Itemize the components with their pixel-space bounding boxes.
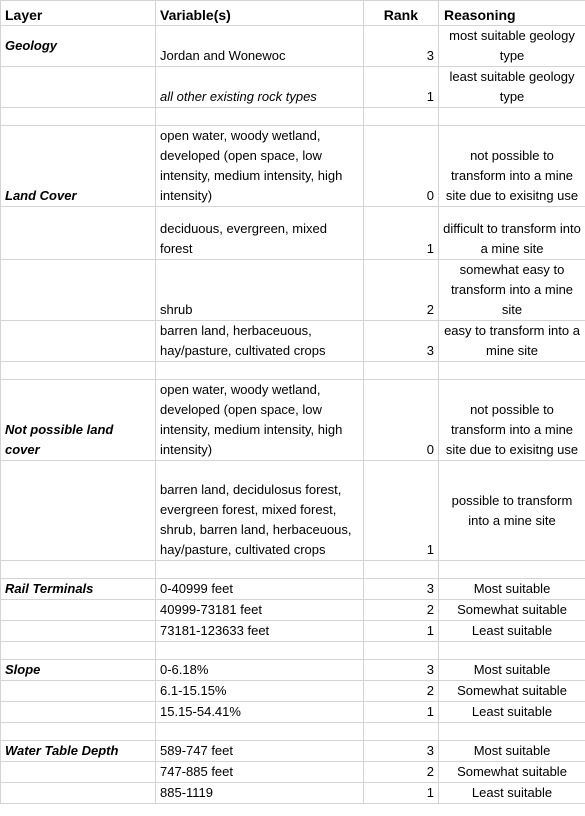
spacer-row <box>1 642 585 660</box>
reasoning-cell[interactable]: least suitable geology type <box>439 67 585 108</box>
spacer-row <box>1 561 585 579</box>
empty-cell[interactable] <box>364 561 439 579</box>
spacer-row <box>1 723 585 741</box>
empty-cell[interactable] <box>1 681 156 702</box>
rank-cell[interactable]: 0 <box>364 380 439 461</box>
empty-cell[interactable] <box>1 783 156 804</box>
header-variables[interactable]: Variable(s) <box>156 1 364 26</box>
variable-cell[interactable]: 589-747 feet <box>156 741 364 762</box>
reasoning-cell[interactable]: Most suitable <box>439 579 585 600</box>
table-row <box>1 380 585 461</box>
empty-cell[interactable] <box>364 723 439 741</box>
layer-name[interactable]: Rail Terminals <box>1 579 156 600</box>
rank-cell[interactable]: 1 <box>364 621 439 642</box>
rank-cell[interactable]: 3 <box>364 579 439 600</box>
empty-cell[interactable] <box>439 723 585 741</box>
variable-cell[interactable]: 0-6.18% <box>156 660 364 681</box>
spacer-row <box>1 108 585 126</box>
reasoning-cell[interactable]: not possible to transform into a mine site due to exisitng use <box>439 126 585 207</box>
variable-cell[interactable]: all other existing rock types <box>156 67 364 108</box>
reasoning-cell[interactable]: not possible to transform into a mine site due to exisitng use <box>439 380 585 461</box>
empty-cell[interactable] <box>1 561 156 579</box>
reasoning-cell[interactable]: Somewhat suitable <box>439 762 585 783</box>
rank-cell[interactable]: 1 <box>364 702 439 723</box>
table-row <box>1 600 585 621</box>
empty-cell[interactable] <box>439 108 585 126</box>
variable-cell[interactable]: deciduous, evergreen, mixed forest <box>156 207 364 260</box>
reasoning-cell[interactable]: most suitable geology type <box>439 26 585 67</box>
empty-cell[interactable] <box>1 207 156 260</box>
variable-cell[interactable]: 40999-73181 feet <box>156 600 364 621</box>
empty-cell[interactable] <box>1 600 156 621</box>
table-row <box>1 126 585 207</box>
rank-cell[interactable]: 1 <box>364 461 439 561</box>
layer-name[interactable]: Land Cover <box>1 126 156 207</box>
rank-cell[interactable]: 2 <box>364 260 439 321</box>
reasoning-cell[interactable]: Somewhat suitable <box>439 681 585 702</box>
table-row <box>1 260 585 321</box>
empty-cell[interactable] <box>1 260 156 321</box>
empty-cell[interactable] <box>156 561 364 579</box>
variable-cell[interactable]: 747-885 feet <box>156 762 364 783</box>
table-row <box>1 67 585 108</box>
empty-cell[interactable] <box>156 642 364 660</box>
rank-cell[interactable]: 2 <box>364 600 439 621</box>
variable-cell[interactable]: 0-40999 feet <box>156 579 364 600</box>
empty-cell[interactable] <box>1 642 156 660</box>
spacer-row <box>1 362 585 380</box>
reasoning-cell[interactable]: somewhat easy to transform into a mine site <box>439 260 585 321</box>
empty-cell[interactable] <box>1 702 156 723</box>
variable-cell[interactable]: 885-1119 <box>156 783 364 804</box>
reasoning-cell[interactable]: Most suitable <box>439 660 585 681</box>
table-row <box>1 762 585 783</box>
header-rank[interactable]: Rank <box>364 1 439 26</box>
variable-cell[interactable]: Jordan and Wonewoc <box>156 26 364 67</box>
variable-cell[interactable]: 6.1-15.15% <box>156 681 364 702</box>
table-row <box>1 783 585 804</box>
variable-cell[interactable]: 73181-123633 feet <box>156 621 364 642</box>
empty-cell[interactable] <box>1 723 156 741</box>
table-row <box>1 26 585 67</box>
reasoning-cell[interactable]: Most suitable <box>439 741 585 762</box>
empty-cell[interactable] <box>439 561 585 579</box>
empty-cell[interactable] <box>364 362 439 380</box>
empty-cell[interactable] <box>156 362 364 380</box>
rank-cell[interactable]: 1 <box>364 67 439 108</box>
reasoning-cell[interactable]: Least suitable <box>439 621 585 642</box>
table-row <box>1 681 585 702</box>
reasoning-cell[interactable]: difficult to transform into a mine site <box>439 207 585 260</box>
layer-name[interactable]: Slope <box>1 660 156 681</box>
empty-cell[interactable] <box>1 108 156 126</box>
empty-cell[interactable] <box>1 621 156 642</box>
reasoning-cell[interactable]: easy to transform into a mine site <box>439 321 585 362</box>
variable-cell[interactable]: barren land, decidulosus forest, evergreen forest, mixed forest, shrub, barren land, herbaceuous, hay/pasture, cultivated crops <box>156 461 364 561</box>
variable-cell[interactable]: barren land, herbaceuous, hay/pasture, cultivated crops <box>156 321 364 362</box>
empty-cell[interactable] <box>364 108 439 126</box>
layer-name[interactable]: Geology <box>1 26 156 67</box>
rank-cell[interactable]: 3 <box>364 26 439 67</box>
rank-cell[interactable]: 2 <box>364 762 439 783</box>
variable-cell[interactable]: shrub <box>156 260 364 321</box>
table-row <box>1 321 585 362</box>
layer-name[interactable]: Water Table Depth <box>1 741 156 762</box>
empty-cell[interactable] <box>439 642 585 660</box>
header-row <box>1 1 585 26</box>
table-row <box>1 741 585 762</box>
empty-cell[interactable] <box>439 362 585 380</box>
reasoning-cell[interactable]: Least suitable <box>439 783 585 804</box>
header-reasoning[interactable]: Reasoning <box>439 1 585 26</box>
rank-cell[interactable]: 2 <box>364 681 439 702</box>
empty-cell[interactable] <box>1 362 156 380</box>
empty-cell[interactable] <box>1 461 156 561</box>
table-row <box>1 579 585 600</box>
rank-cell[interactable]: 3 <box>364 741 439 762</box>
empty-cell[interactable] <box>1 321 156 362</box>
rank-cell[interactable]: 1 <box>364 207 439 260</box>
rank-cell[interactable]: 3 <box>364 660 439 681</box>
variable-cell[interactable]: open water, woody wetland, developed (open space, low intensity, medium intensity, high intensity) <box>156 126 364 207</box>
variable-cell[interactable]: 15.15-54.41% <box>156 702 364 723</box>
empty-cell[interactable] <box>1 762 156 783</box>
table-row <box>1 621 585 642</box>
table-row <box>1 461 585 561</box>
table-row <box>1 702 585 723</box>
variable-cell[interactable]: open water, woody wetland, developed (open space, low intensity, medium intensity, high intensity) <box>156 380 364 461</box>
rank-cell[interactable]: 3 <box>364 321 439 362</box>
header-layer[interactable]: Layer <box>1 1 156 26</box>
rank-cell[interactable]: 0 <box>364 126 439 207</box>
empty-cell[interactable] <box>156 723 364 741</box>
table-row <box>1 660 585 681</box>
empty-cell[interactable] <box>1 67 156 108</box>
empty-cell[interactable] <box>364 642 439 660</box>
empty-cell[interactable] <box>156 108 364 126</box>
reasoning-cell[interactable]: Least suitable <box>439 702 585 723</box>
rank-cell[interactable]: 1 <box>364 783 439 804</box>
layer-name[interactable]: Not possible land cover <box>1 380 156 461</box>
reasoning-cell[interactable]: Somewhat suitable <box>439 600 585 621</box>
table-row <box>1 207 585 260</box>
reasoning-cell[interactable]: possible to transform into a mine site <box>439 461 585 561</box>
